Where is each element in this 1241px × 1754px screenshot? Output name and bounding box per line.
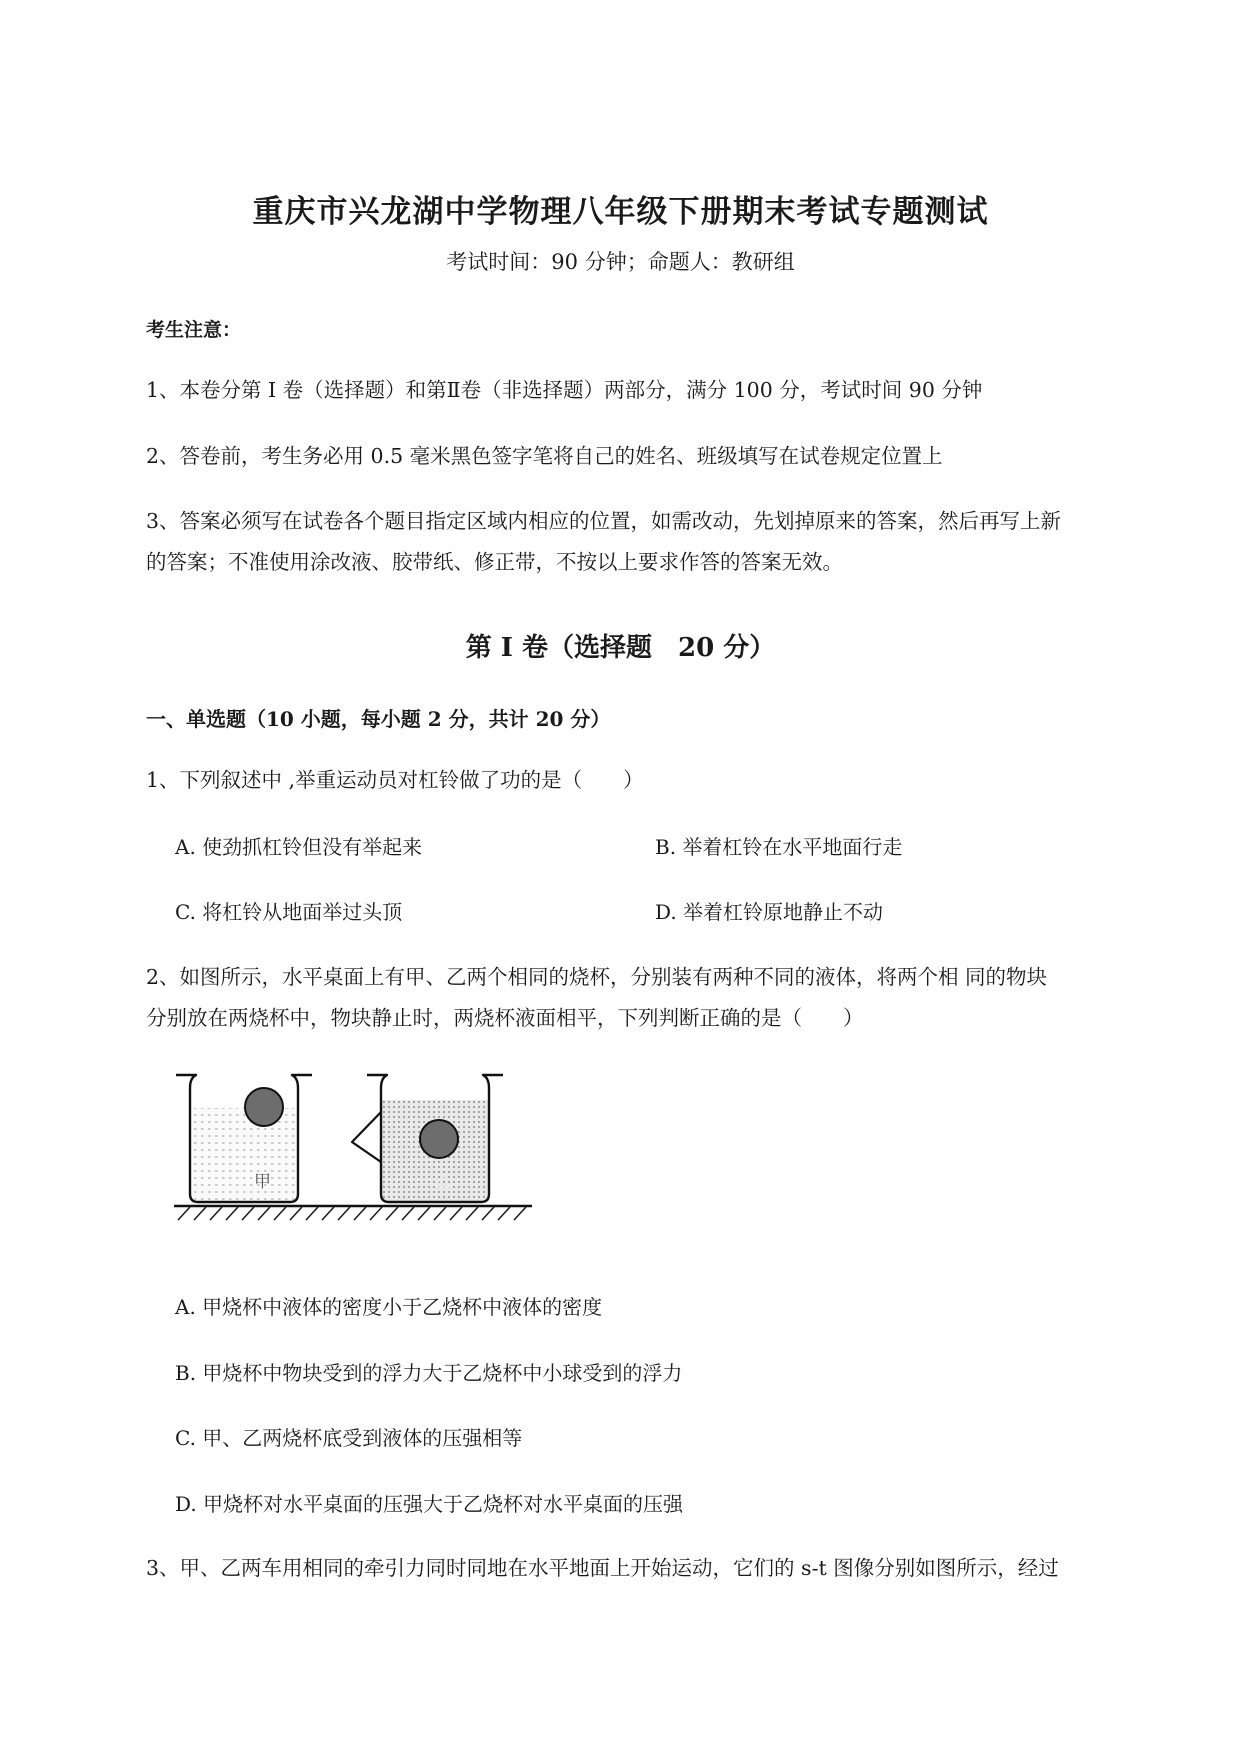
notice-item-1: 1、本卷分第 I 卷（选择题）和第Ⅱ卷（非选择题）两部分，满分 100 分，考试时间 90 分钟 [146,378,983,402]
question-2-stem-line-1: 2、如图所示，水平桌面上有甲、乙两个相同的烧杯，分别装有两种不同的液体，将两个相 同的物块 [146,965,1048,989]
question-2-option-c[interactable]: C. 甲、乙两烧杯底受到液体的压强相等 [175,1426,523,1450]
question-1-option-a[interactable]: A. 使劲抓杠铃但没有举起来 [175,835,423,859]
question-2-option-d[interactable]: D. 甲烧杯对水平桌面的压强大于乙烧杯对水平桌面的压强 [175,1492,684,1516]
question-1-stem: 1、下列叙述中 ,举重运动员对杠铃做了功的是（ ） [146,768,644,792]
notice-heading: 考生注意： [146,319,242,341]
liquid-jia [190,1108,298,1201]
section-title: 第 I 卷（选择题 20 分） [465,633,776,663]
question-1-option-b[interactable]: B. 举着杠铃在水平地面行走 [655,835,903,859]
block-yi [420,1120,458,1158]
question-2-option-b[interactable]: B. 甲烧杯中物块受到的浮力大于乙烧杯中小球受到的浮力 [175,1361,683,1385]
block-jia [245,1088,283,1126]
notice-item-3: 3、答案必须写在试卷各个题目指定区域内相应的位置，如需改动，先划掉原来的答案，然后再写上新 [146,509,1062,533]
part-heading: 一、单选题（10 小题，每小题 2 分，共计 20 分） [146,707,611,731]
exam-title: 重庆市兴龙湖中学物理八年级下册期末考试专题测试 [252,194,989,230]
question-1-option-d[interactable]: D. 举着杠铃原地静止不动 [655,900,884,924]
question-2-option-a[interactable]: A. 甲烧杯中液体的密度小于乙烧杯中液体的密度 [175,1295,603,1319]
beakers-figure [172,1070,534,1230]
question-2-stem-line-2: 分别放在两烧杯中，物块静止时，两烧杯液面相平，下列判断正确的是（ ） [146,1006,864,1030]
beakers-diagram [172,1070,534,1230]
question-3-stem: 3、甲、乙两车用相同的牵引力同时同地在水平地面上开始运动，它们的 s-t 图像分别如图所示，经过 [146,1556,1059,1580]
label-yi: 乙 [434,1172,451,1192]
beaker-yi [352,1075,503,1202]
label-jia: 甲 [254,1172,271,1192]
notice-item-3-cont: 的答案；不准使用涂改液、胶带纸、修正带，不按以上要求作答的答案无效。 [146,550,843,574]
question-1-option-c[interactable]: C. 将杠铃从地面举过头顶 [175,900,403,924]
notice-item-2: 2、答卷前，考生务必用 0.5 毫米黑色签字笔将自己的姓名、班级填写在试卷规定位置上 [146,444,943,468]
beaker-jia [176,1075,312,1202]
exam-subtitle: 考试时间：90 分钟；命题人：教研组 [446,250,795,274]
table-surface [174,1206,532,1220]
